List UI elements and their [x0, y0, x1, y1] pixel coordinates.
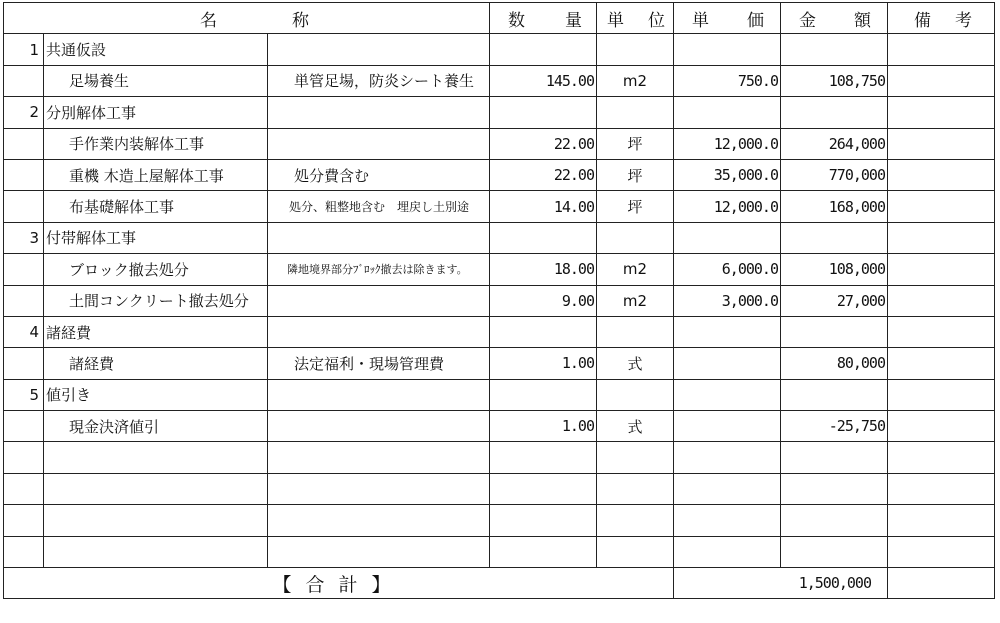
item-price: 35,000.0 — [674, 159, 781, 190]
item-price: 3,000.0 — [674, 285, 781, 316]
category-name: 付帯解体工事 — [44, 222, 268, 253]
item-unit: 坪 — [597, 159, 674, 190]
item-amount: 108,000 — [781, 254, 888, 285]
row-number: 2 — [4, 97, 44, 128]
category-name: 共通仮設 — [44, 34, 268, 65]
item-price: 6,000.0 — [674, 254, 781, 285]
item-spec: 法定福利・現場管理費 — [268, 348, 490, 379]
table-row — [4, 316, 995, 347]
item-spec: 単管足場，防炎シート養生 — [268, 65, 490, 96]
header-unit-price — [674, 3, 781, 34]
header-price-char-2: 価 — [747, 10, 764, 31]
table-row — [4, 34, 995, 65]
header-row — [4, 3, 995, 34]
header-name-char-1: 名 — [200, 10, 217, 31]
total-label: 【合計】 — [4, 568, 674, 599]
table-row — [4, 254, 995, 285]
table-row — [4, 379, 995, 410]
header-qty-char-1: 数 — [508, 10, 525, 31]
item-price: 12,000.0 — [674, 191, 781, 222]
header-price-char-1: 単 — [692, 10, 709, 31]
item-spec: 隣地境界部分ﾌﾞﾛｯｸ撤去は除きます。 — [268, 254, 490, 285]
item-qty: 22.00 — [490, 128, 597, 159]
table-row — [4, 128, 995, 159]
table-row-empty — [4, 473, 995, 504]
item-spec: 処分、粗整地含む 埋戻し土別途 — [268, 191, 490, 222]
item-qty: 14.00 — [490, 191, 597, 222]
item-price: 750.0 — [674, 65, 781, 96]
category-name: 分別解体工事 — [44, 97, 268, 128]
item-name: 足場養生 — [44, 65, 268, 96]
table-row — [4, 285, 995, 316]
row-number: 3 — [4, 222, 44, 253]
category-name: 諸経費 — [44, 316, 268, 347]
item-unit: 式 — [597, 411, 674, 442]
header-amount — [781, 3, 888, 34]
table-row — [4, 411, 995, 442]
estimate-table — [3, 2, 995, 599]
item-name: 現金決済値引 — [44, 411, 268, 442]
table-row — [4, 191, 995, 222]
item-spec: 処分費含む — [268, 159, 490, 190]
item-unit: 坪 — [597, 128, 674, 159]
item-unit: 式 — [597, 348, 674, 379]
header-amount-char-1: 金 — [799, 10, 816, 31]
table-row — [4, 159, 995, 190]
table-row-empty — [4, 536, 995, 567]
item-price: 12,000.0 — [674, 128, 781, 159]
item-name: 手作業内装解体工事 — [44, 128, 268, 159]
item-qty: 1.00 — [490, 348, 597, 379]
item-amount: 108,750 — [781, 65, 888, 96]
item-qty: 18.00 — [490, 254, 597, 285]
table-row-empty — [4, 505, 995, 536]
table-row — [4, 65, 995, 96]
total-amount: 1,500,000 — [674, 568, 888, 599]
header-note-char-2: 考 — [955, 10, 972, 31]
table-row — [4, 97, 995, 128]
item-amount: 770,000 — [781, 159, 888, 190]
header-unit-char-2: 位 — [648, 10, 665, 31]
header-amount-char-2: 額 — [854, 10, 871, 31]
table-row — [4, 348, 995, 379]
item-amount: 168,000 — [781, 191, 888, 222]
item-name: 重機 木造上屋解体工事 — [44, 159, 268, 190]
header-qty-char-2: 量 — [565, 10, 582, 31]
table-row-empty — [4, 442, 995, 473]
header-unit-char-1: 単 — [607, 10, 624, 31]
item-name: ブロック撤去処分 — [44, 254, 268, 285]
table-row — [4, 222, 995, 253]
header-quantity — [490, 3, 597, 34]
item-name: 布基礎解体工事 — [44, 191, 268, 222]
row-number: 1 — [4, 34, 44, 65]
total-row — [4, 568, 995, 599]
item-qty: 9.00 — [490, 285, 597, 316]
item-qty: 145.00 — [490, 65, 597, 96]
item-qty: 22.00 — [490, 159, 597, 190]
item-amount: 80,000 — [781, 348, 888, 379]
item-amount: 264,000 — [781, 128, 888, 159]
item-unit: 坪 — [597, 191, 674, 222]
item-unit: m2 — [597, 254, 674, 285]
item-name: 諸経費 — [44, 348, 268, 379]
header-unit — [597, 3, 674, 34]
row-number: 4 — [4, 316, 44, 347]
item-name: 土間コンクリート撤去処分 — [44, 285, 268, 316]
header-note-char-1: 備 — [914, 10, 931, 31]
row-number: 5 — [4, 379, 44, 410]
item-qty: 1.00 — [490, 411, 597, 442]
category-name: 値引き — [44, 379, 268, 410]
header-name — [4, 3, 490, 34]
item-unit: m2 — [597, 65, 674, 96]
header-note — [888, 3, 995, 34]
item-amount: 27,000 — [781, 285, 888, 316]
item-amount: -25,750 — [781, 411, 888, 442]
item-unit: m2 — [597, 285, 674, 316]
header-name-char-2: 称 — [292, 10, 309, 31]
